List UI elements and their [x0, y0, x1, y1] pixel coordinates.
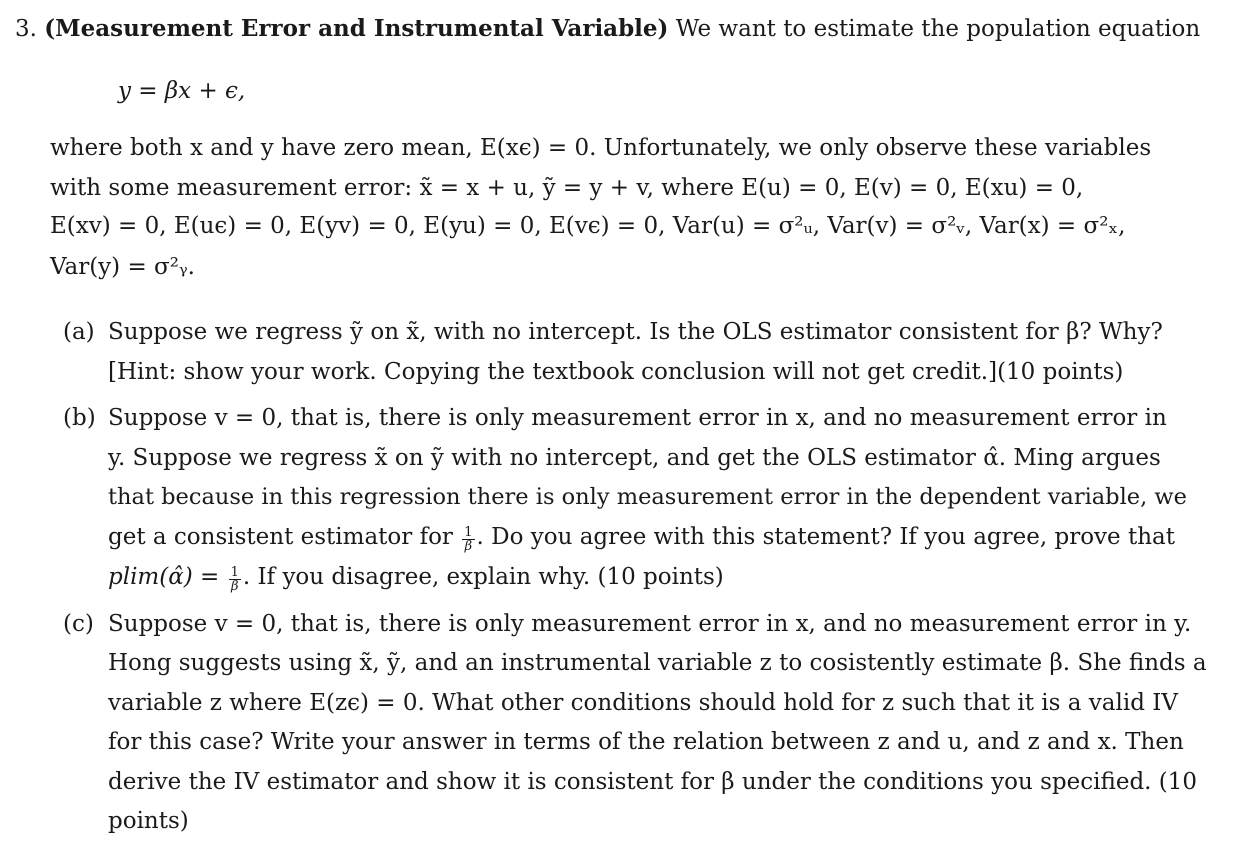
setup-line: E(xv) = 0, E(uϵ) = 0, E(yv) = 0, E(yu) = 0, E(vϵ) = 0, Var(u) = σ²ᵤ, Var(v) = σ²ᵥ, Var(x) = σ²ₓ, — [50, 213, 1126, 239]
part-a-label: (a) — [63, 319, 95, 345]
part-a-line: [Hint: show your work. Copying the textbook conclusion will not get credit.](10 points) — [108, 359, 1124, 385]
setup-line: where both x and y have zero mean, E(xϵ) = 0. Unfortunately, we only observe these variables — [50, 135, 1152, 161]
part-c-line: Hong suggests using x̃, ỹ, and an instrumental variable z to cosistently estimate β. She finds a — [108, 650, 1207, 676]
part-c-line: for this case? Write your answer in terms of the relation between z and u, and z and x. Then — [108, 729, 1184, 755]
part-a-line: Suppose we regress ỹ on x̃, with no intercept. Is the OLS estimator consistent for β? Why? — [108, 319, 1163, 345]
part-b-line: Suppose v = 0, that is, there is only measurement error in x, and no measurement error in — [108, 405, 1167, 431]
one-over-beta-fraction: $\frac{1}{\beta}$ — [230, 564, 239, 594]
part-c-label: (c) — [63, 611, 94, 637]
part-c-line: Suppose v = 0, that is, there is only measurement error in x, and no measurement error in y. — [108, 611, 1192, 637]
one-over-beta-fraction: $\frac{1}{\beta}$ — [464, 524, 473, 554]
part-b-label: (b) — [63, 405, 96, 431]
setup-line: with some measurement error: x̃ = x + u, ỹ = y + v, where E(u) = 0, E(v) = 0, E(xu) = 0, — [50, 175, 1084, 201]
question-number: 3. — [15, 16, 37, 42]
part-b-line: plim(α̂) = $\frac{1}{\beta}$ . If you disagree, explain why. (10 points) — [108, 564, 724, 594]
question-header — [15, 14, 1200, 44]
part-c-line: points) — [108, 808, 189, 834]
part-b-line: y. Suppose we regress x̃ on ỹ with no intercept, and get the OLS estimator α̂. Ming argues — [108, 445, 1161, 471]
setup-line: Var(y) = σ²ᵧ. — [50, 254, 195, 280]
population-equation: y = βx + ϵ, — [118, 78, 246, 104]
part-b-line: get a consistent estimator for $\frac{1}{\beta}$ . Do you agree with this statement? If you agree, prove that — [108, 524, 1175, 554]
part-c-line: derive the IV estimator and show it is consistent for β under the conditions you specified. (10 — [108, 769, 1198, 795]
question-intro: We want to estimate the population equation — [675, 16, 1201, 42]
part-c-line: variable z where E(zϵ) = 0. What other conditions should hold for z such that it is a valid IV — [108, 690, 1178, 716]
question-title: (Measurement Error and Instrumental Variable) — [44, 15, 669, 42]
part-b-line: that because in this regression there is only measurement error in the dependent variable, we — [108, 484, 1187, 510]
